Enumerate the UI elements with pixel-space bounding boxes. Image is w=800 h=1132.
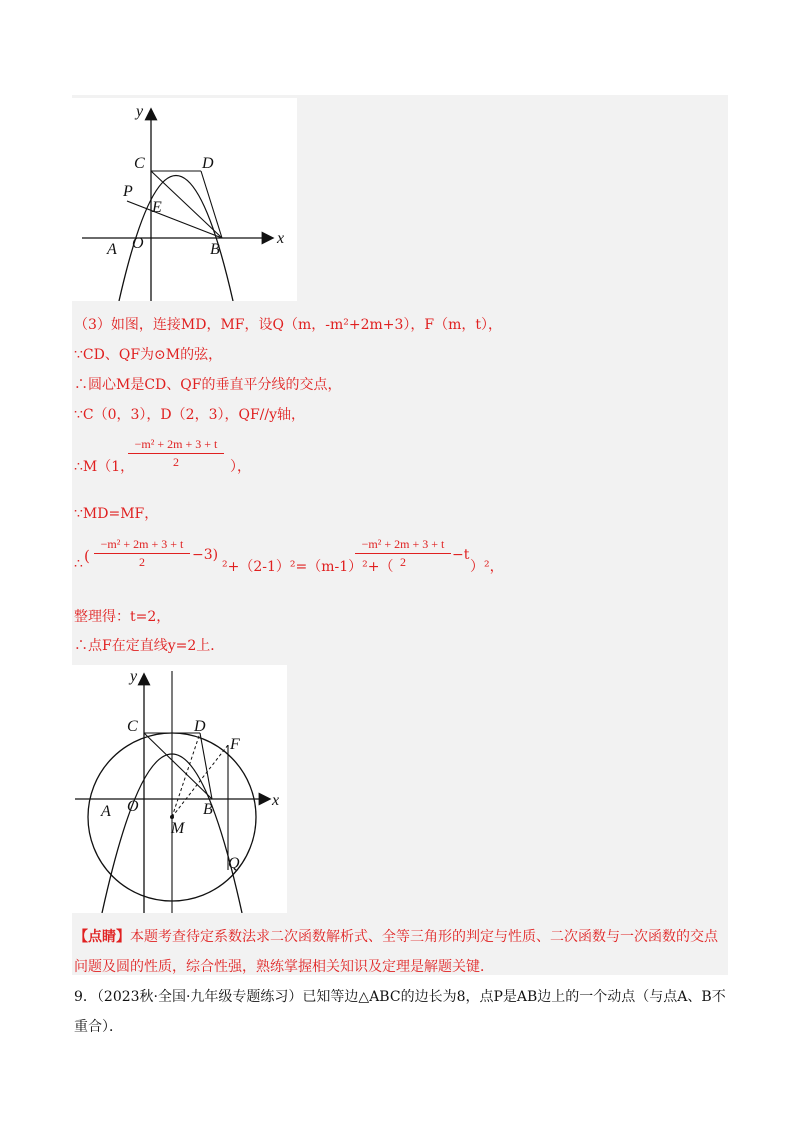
- label-c: C: [134, 155, 145, 172]
- comment-block: [74, 922, 726, 982]
- equation-therefore: ∴: [74, 556, 83, 572]
- solution-line-2: ∵CD、QF为⊙M的弦，: [74, 347, 223, 363]
- equation-paren-open: (: [84, 547, 90, 565]
- m-coordinate-suffix: ），: [230, 459, 251, 475]
- segment-pb: [127, 201, 222, 238]
- label-q: Q: [228, 855, 240, 872]
- label-d: D: [194, 718, 206, 735]
- figure-parabola-circle: [72, 665, 287, 913]
- solution-line-1: （3）如图，连接MD，MF，设Q（m，-m²+2m+3），F（m，t），: [74, 317, 503, 333]
- label-f: F: [230, 736, 240, 753]
- fraction-denominator: 2: [400, 555, 406, 569]
- solution-line-6: ∵MD=MF，: [74, 506, 159, 522]
- segment-md: [172, 733, 200, 817]
- label-d: D: [202, 155, 214, 172]
- equation-right-fraction: [355, 537, 451, 570]
- m-coordinate-prefix: ∴M（1，: [74, 459, 135, 475]
- label-x: x: [277, 230, 285, 247]
- fraction-denominator: 2: [139, 555, 145, 569]
- equation-left-minus: −3): [192, 547, 219, 563]
- comment-text: 本题考查待定系数法求二次函数解析式、全等三角形的判定与性质、二次函数与一次函数的交点问题及圆的性质，综合性强，熟练掌握相关知识及定理是解题关键．: [74, 929, 718, 975]
- label-y: y: [136, 103, 144, 120]
- equation-left-fraction: [94, 537, 190, 570]
- figure-parabola-triangle: [72, 98, 297, 301]
- solution-line-3: ∴圆心M是CD、QF的垂直平分线的交点，: [74, 377, 342, 393]
- point-m: [170, 815, 174, 819]
- label-e: E: [152, 199, 162, 216]
- label-x: x: [272, 792, 280, 809]
- m-coordinate-fraction: [128, 437, 224, 470]
- fraction-denominator: 2: [173, 455, 179, 469]
- label-o: O: [127, 798, 139, 815]
- label-m: M: [171, 820, 185, 837]
- label-b: B: [203, 801, 213, 818]
- label-o: O: [132, 235, 144, 252]
- solution-line-8: 整理得：t=2，: [74, 609, 171, 625]
- equation-right-minus: −t: [452, 547, 470, 563]
- equation-middle: ²+（2-1）²=（m-1）²+（: [222, 559, 394, 575]
- label-y: y: [130, 668, 138, 685]
- label-a: A: [101, 803, 111, 820]
- fraction-numerator: −m² + 2m + 3 + t: [128, 437, 224, 454]
- solution-line-4: ∵C（0，3），D（2，3），QF//y轴，: [74, 407, 306, 423]
- question-9: 9．（2023秋·全国·九年级专题练习）已知等边△ABC的边长为8，点P是AB边上的一个动点（与点A、B不重合）．: [74, 989, 726, 1035]
- label-a: A: [107, 241, 117, 258]
- comment-tag: 【点睛】: [74, 929, 130, 945]
- label-b: B: [210, 241, 220, 258]
- equation-end: ）²，: [470, 559, 504, 575]
- fraction-numerator: −m² + 2m + 3 + t: [355, 537, 451, 554]
- fraction-numerator: −m² + 2m + 3 + t: [94, 537, 190, 554]
- solution-line-9: ∴点F在定直线y=2上．: [74, 638, 225, 654]
- label-c: C: [127, 718, 138, 735]
- label-p: P: [123, 183, 133, 200]
